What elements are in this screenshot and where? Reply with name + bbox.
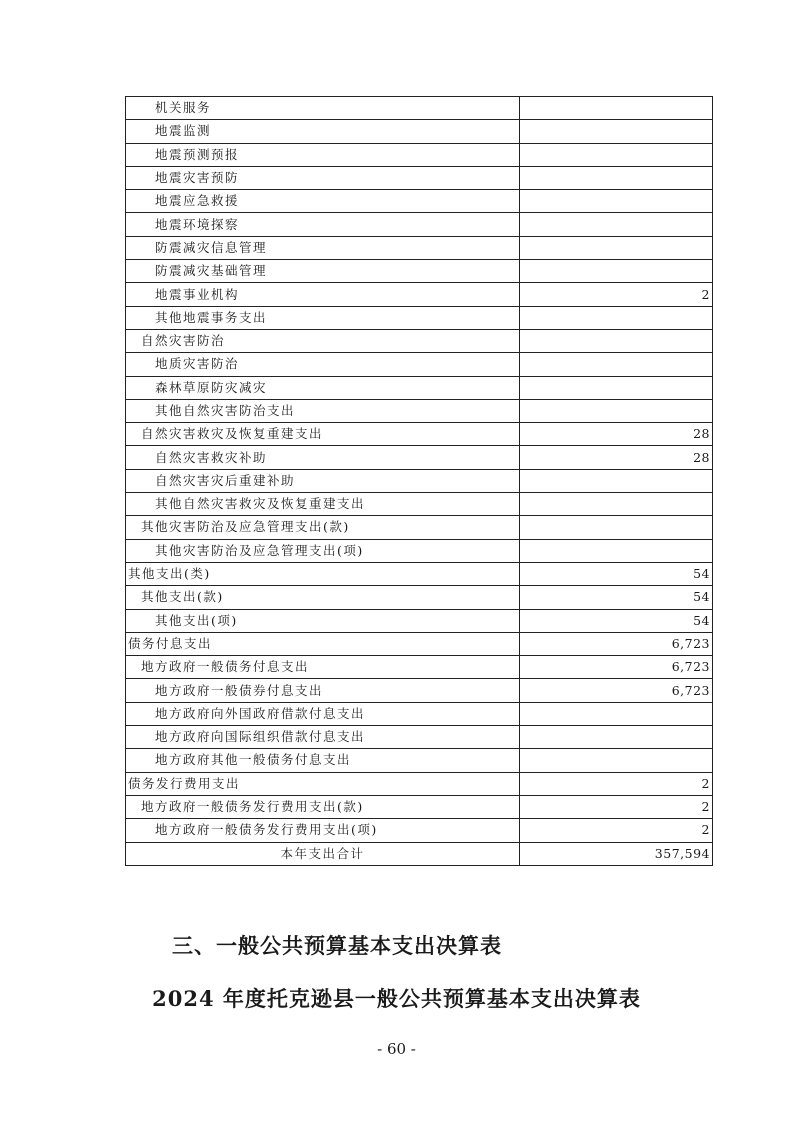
row-label: 自然灾害灾后重建补助 bbox=[126, 469, 520, 492]
row-value bbox=[520, 469, 713, 492]
table-row bbox=[126, 539, 713, 562]
table-row bbox=[126, 213, 713, 236]
table-row bbox=[126, 772, 713, 795]
row-value bbox=[520, 120, 713, 143]
row-value bbox=[520, 97, 713, 120]
row-value bbox=[520, 516, 713, 539]
row-label: 自然灾害救灾及恢复重建支出 bbox=[126, 423, 520, 446]
table-title: 2024 年度托克逊县一般公共预算基本支出决算表 bbox=[152, 986, 641, 1011]
row-value: 2 bbox=[520, 283, 713, 306]
row-value bbox=[520, 749, 713, 772]
row-value: 6,723 bbox=[520, 656, 713, 679]
table-row bbox=[126, 656, 713, 679]
row-value: 6,723 bbox=[520, 679, 713, 702]
row-label: 机关服务 bbox=[126, 97, 520, 120]
table-row bbox=[126, 283, 713, 306]
row-label: 地方政府一般债务付息支出 bbox=[126, 656, 520, 679]
page-number: - 60 - bbox=[377, 1040, 416, 1058]
table-row bbox=[126, 609, 713, 632]
row-label: 地震预测预报 bbox=[126, 143, 520, 166]
row-label: 地震应急救援 bbox=[126, 190, 520, 213]
row-label: 地震灾害预防 bbox=[126, 166, 520, 189]
row-value bbox=[520, 143, 713, 166]
row-label: 地方政府向外国政府借款付息支出 bbox=[126, 702, 520, 725]
row-value bbox=[520, 213, 713, 236]
table-row bbox=[126, 260, 713, 283]
row-value: 6,723 bbox=[520, 632, 713, 655]
row-value bbox=[520, 399, 713, 422]
row-value: 2 bbox=[520, 795, 713, 818]
row-value: 2 bbox=[520, 772, 713, 795]
row-value bbox=[520, 726, 713, 749]
row-value bbox=[520, 329, 713, 352]
row-value bbox=[520, 539, 713, 562]
row-label: 防震减灾信息管理 bbox=[126, 236, 520, 259]
row-label: 地方政府一般债券付息支出 bbox=[126, 679, 520, 702]
row-label: 地方政府一般债务发行费用支出(款) bbox=[126, 795, 520, 818]
row-label: 自然灾害防治 bbox=[126, 329, 520, 352]
row-value: 2 bbox=[520, 819, 713, 842]
table-row bbox=[126, 586, 713, 609]
table-row bbox=[126, 749, 713, 772]
row-label: 其他灾害防治及应急管理支出(款) bbox=[126, 516, 520, 539]
row-value bbox=[520, 260, 713, 283]
table-row bbox=[126, 306, 713, 329]
table-row bbox=[126, 423, 713, 446]
table-row bbox=[126, 562, 713, 585]
budget-table bbox=[125, 96, 713, 866]
row-value bbox=[520, 166, 713, 189]
row-label: 其他支出(项) bbox=[126, 609, 520, 632]
row-label: 债务付息支出 bbox=[126, 632, 520, 655]
table-row bbox=[126, 329, 713, 352]
total-row bbox=[126, 842, 713, 865]
table-row bbox=[126, 726, 713, 749]
row-label: 防震减灾基础管理 bbox=[126, 260, 520, 283]
table-row bbox=[126, 469, 713, 492]
table-row bbox=[126, 143, 713, 166]
row-label: 地震事业机构 bbox=[126, 283, 520, 306]
table-row bbox=[126, 376, 713, 399]
table-row bbox=[126, 353, 713, 376]
section-heading: 三、一般公共预算基本支出决算表 bbox=[172, 934, 502, 958]
row-value: 28 bbox=[520, 423, 713, 446]
row-label: 其他自然灾害救灾及恢复重建支出 bbox=[126, 493, 520, 516]
table-row bbox=[126, 399, 713, 422]
row-value bbox=[520, 376, 713, 399]
row-label: 地震监测 bbox=[126, 120, 520, 143]
row-label: 地质灾害防治 bbox=[126, 353, 520, 376]
row-label: 其他支出(款) bbox=[126, 586, 520, 609]
row-value bbox=[520, 702, 713, 725]
table-row bbox=[126, 493, 713, 516]
row-label: 地震环境探察 bbox=[126, 213, 520, 236]
table-row bbox=[126, 166, 713, 189]
table-row bbox=[126, 190, 713, 213]
table-row bbox=[126, 679, 713, 702]
row-value bbox=[520, 236, 713, 259]
row-label: 自然灾害救灾补助 bbox=[126, 446, 520, 469]
table-row bbox=[126, 516, 713, 539]
row-label: 其他地震事务支出 bbox=[126, 306, 520, 329]
table-row bbox=[126, 236, 713, 259]
row-value bbox=[520, 190, 713, 213]
row-label: 其他灾害防治及应急管理支出(项) bbox=[126, 539, 520, 562]
row-value: 54 bbox=[520, 562, 713, 585]
row-label: 其他自然灾害防治支出 bbox=[126, 399, 520, 422]
row-value bbox=[520, 493, 713, 516]
row-label: 森林草原防灾减灾 bbox=[126, 376, 520, 399]
row-label: 地方政府其他一般债务付息支出 bbox=[126, 749, 520, 772]
row-value bbox=[520, 353, 713, 376]
row-value: 54 bbox=[520, 609, 713, 632]
total-value: 357,594 bbox=[520, 842, 713, 865]
row-value bbox=[520, 306, 713, 329]
table-row bbox=[126, 97, 713, 120]
table-row bbox=[126, 819, 713, 842]
row-label: 其他支出(类) bbox=[126, 562, 520, 585]
row-label: 地方政府一般债务发行费用支出(项) bbox=[126, 819, 520, 842]
row-label: 地方政府向国际组织借款付息支出 bbox=[126, 726, 520, 749]
table-row bbox=[126, 446, 713, 469]
row-label: 债务发行费用支出 bbox=[126, 772, 520, 795]
table-row bbox=[126, 632, 713, 655]
row-value: 54 bbox=[520, 586, 713, 609]
table-row bbox=[126, 702, 713, 725]
table-row bbox=[126, 795, 713, 818]
table-row bbox=[126, 120, 713, 143]
row-value: 28 bbox=[520, 446, 713, 469]
total-label: 本年支出合计 bbox=[126, 842, 520, 865]
